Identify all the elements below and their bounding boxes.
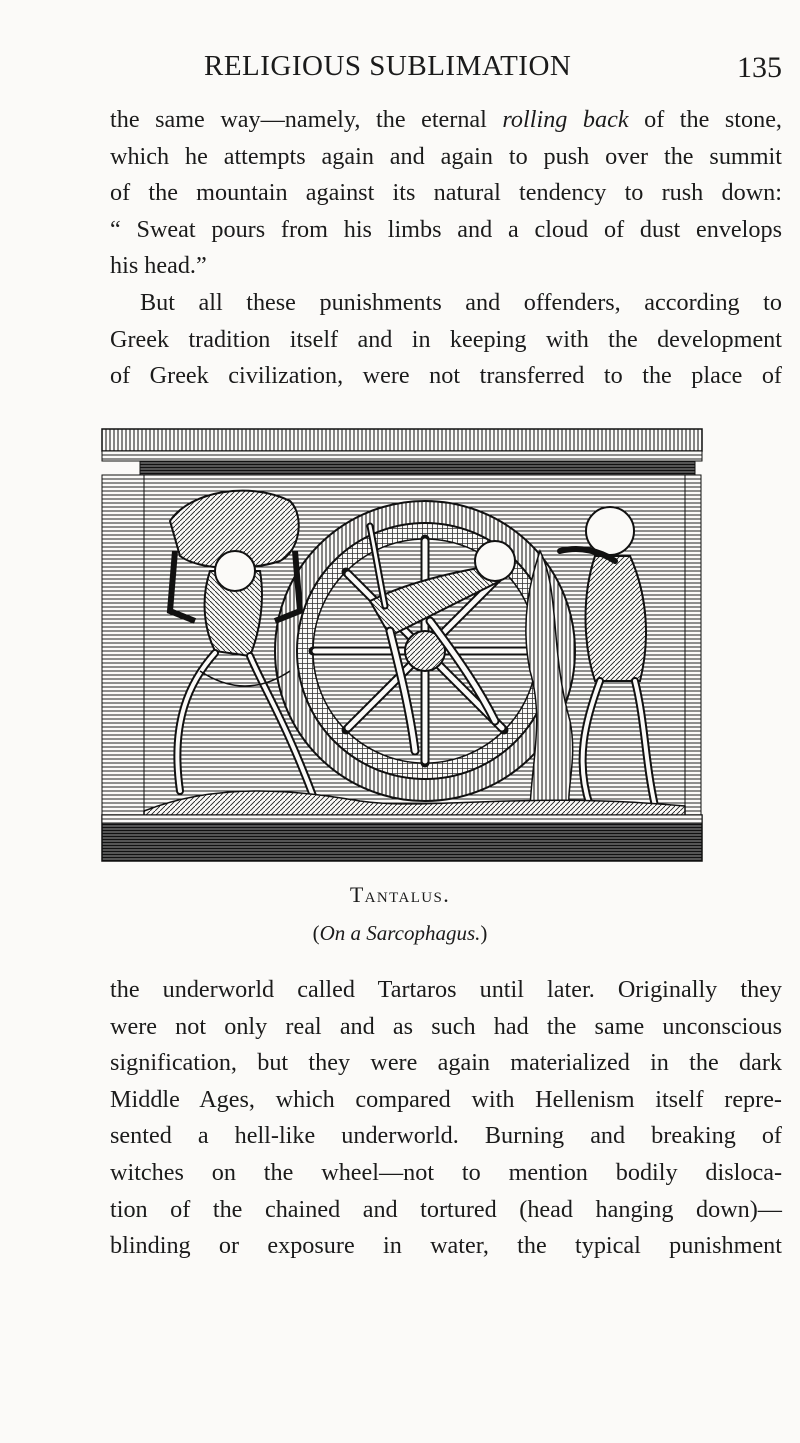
running-head xyxy=(110,46,782,86)
text-line: Middle Ages, which compared with Hellenism itself repre- xyxy=(110,1085,782,1113)
sarcophagus-illustration xyxy=(100,421,705,869)
running-title: RELIGIOUS SUBLIMATION xyxy=(204,50,572,82)
text-line: tion of the chained and tortured (head hanging down)— xyxy=(110,1195,782,1223)
bottom-paragraph xyxy=(110,972,782,1265)
text-line: of Greek civilization, were not transferred to the place of xyxy=(110,362,782,390)
text-line: the underworld called Tartaros until later. Originally they xyxy=(110,976,782,1003)
text-line: which he attempts again and again to push over the summit xyxy=(110,142,782,170)
top-paragraphs xyxy=(110,102,782,395)
text-line: But all these punishments and offenders, according to xyxy=(140,288,782,316)
text-line: Greek tradition itself and in keeping with the development xyxy=(110,325,782,353)
figure-caption-title: Tantalus. xyxy=(349,882,451,907)
text-line: signification, but they were again materialized in the dark xyxy=(110,1049,782,1077)
text-line: sented a hell-like underworld. Burning and breaking of xyxy=(110,1122,782,1150)
text-line: the same way—namely, the eternal rolling back of the stone, xyxy=(110,106,782,133)
text-line: blinding or exposure in water, the typical punishment xyxy=(110,1232,782,1260)
text-line: were not only real and as such had the same unconscious xyxy=(110,1012,782,1040)
text-line: of the mountain against its natural tendency to rush down: xyxy=(110,179,782,207)
text-line: witches on the wheel—not to mention bodily disloca- xyxy=(110,1158,782,1186)
emphasis-rolling-back: rolling back xyxy=(502,106,629,133)
page-number: 135 xyxy=(737,51,782,84)
text-line: his head.” xyxy=(110,252,207,280)
text-line: “ Sweat pours from his limbs and a cloud of dust envelops xyxy=(110,215,782,243)
figure-caption-source: (On a Sarcophagus.) xyxy=(312,921,488,945)
